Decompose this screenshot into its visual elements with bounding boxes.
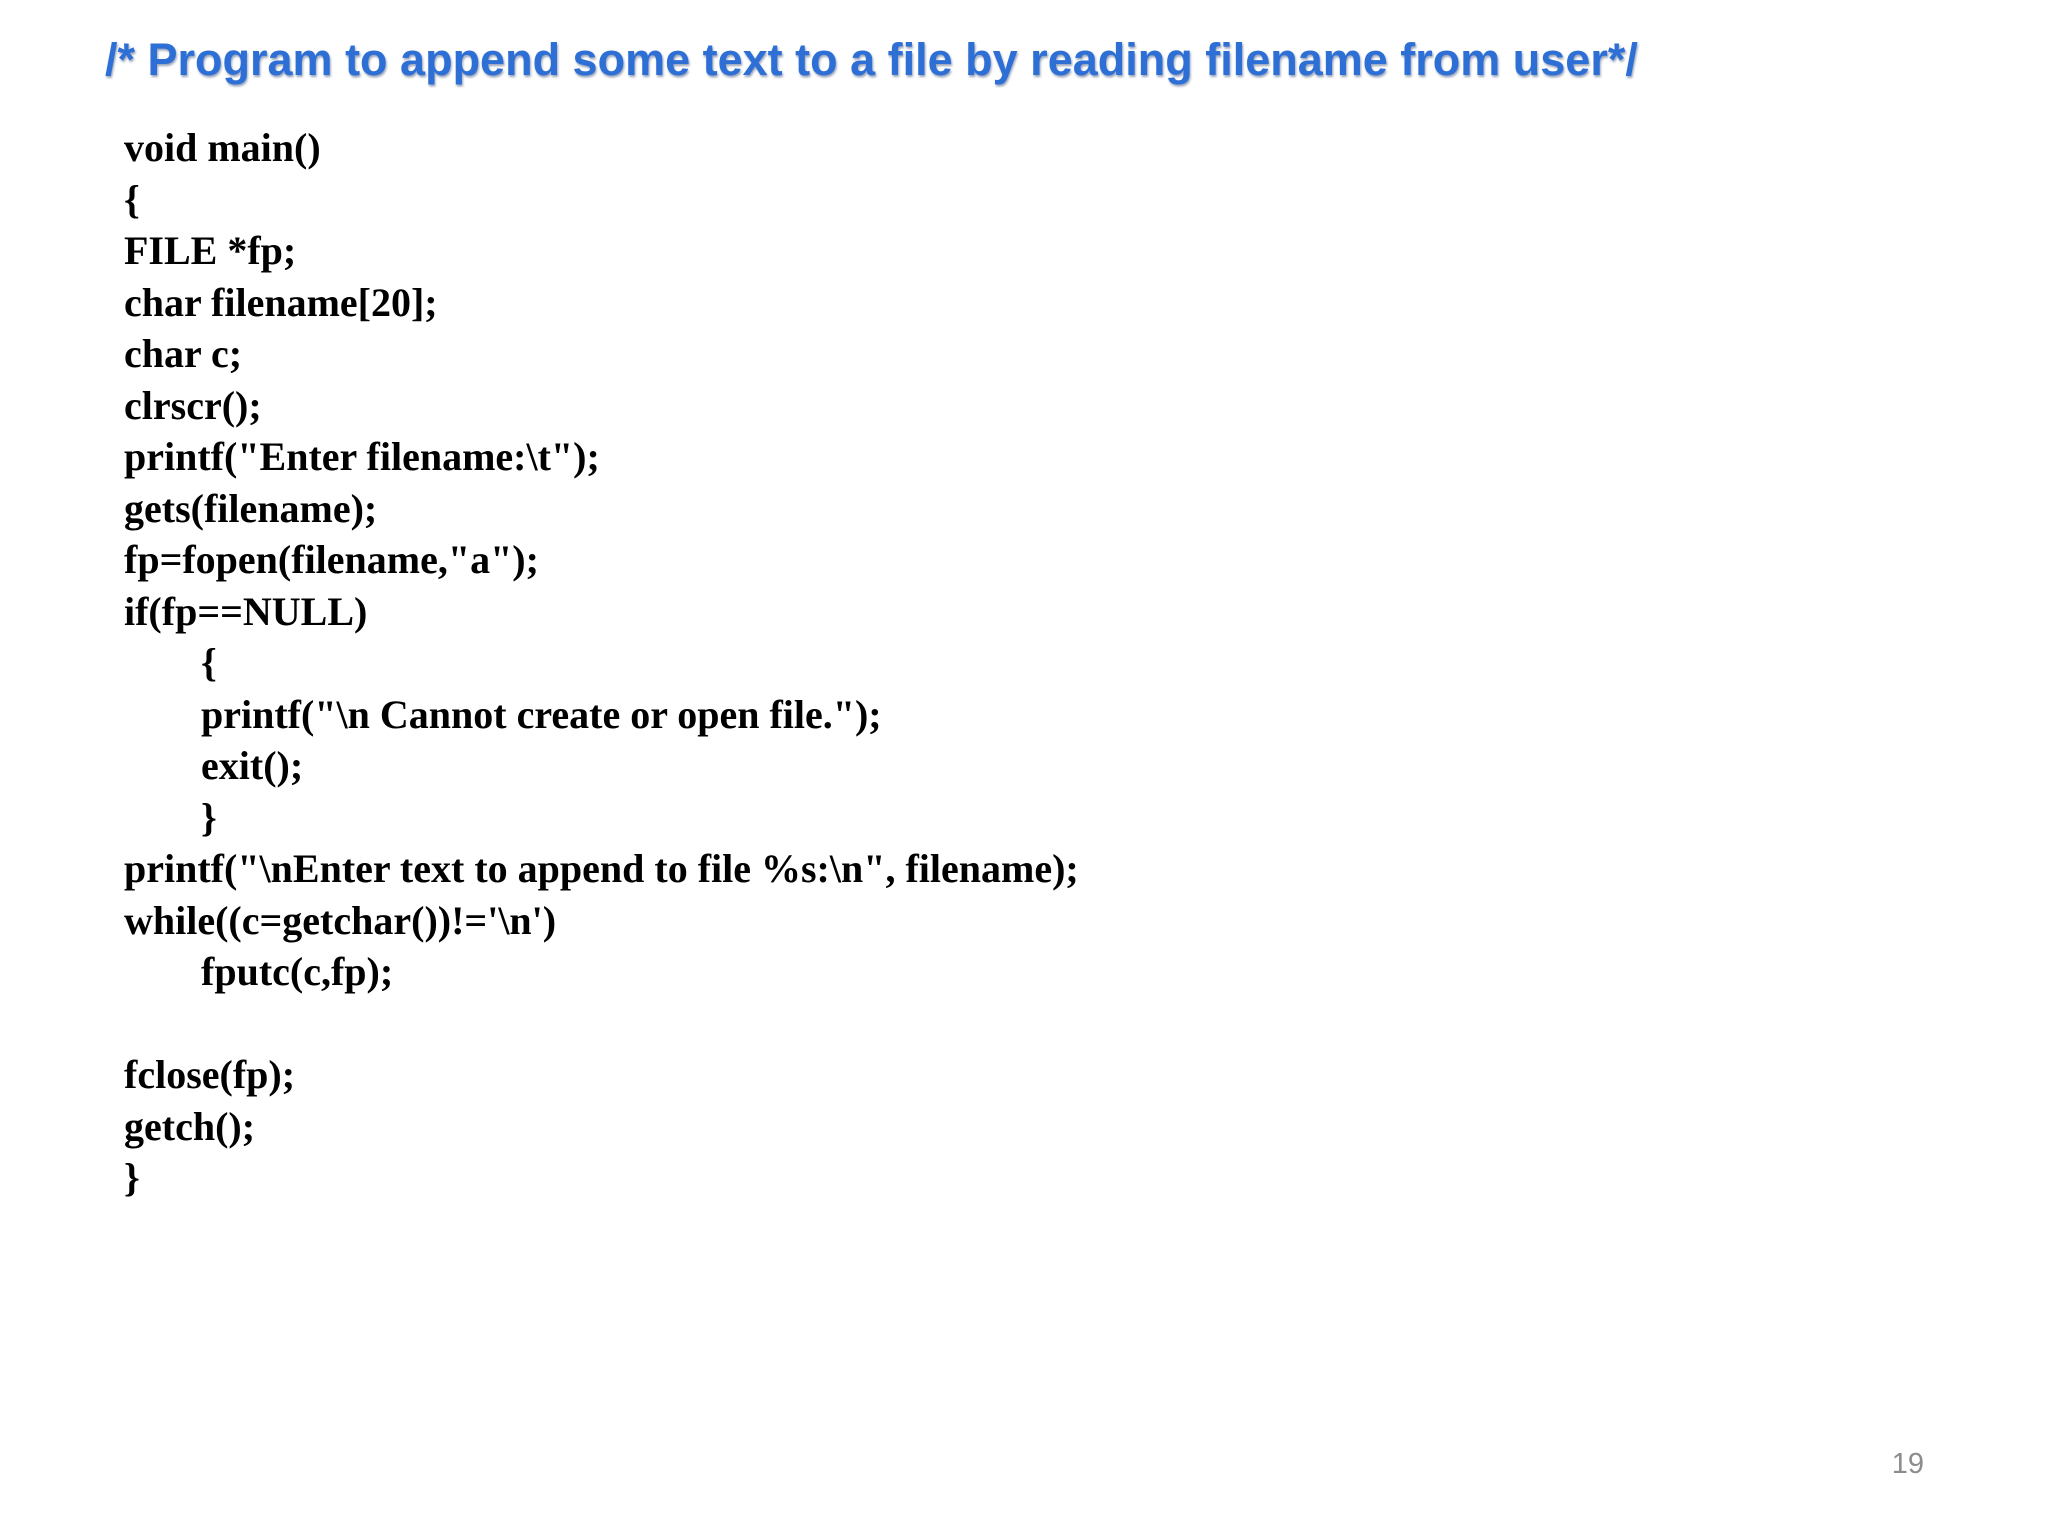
code-line: char filename[20]; bbox=[124, 279, 438, 325]
code-line: void main() bbox=[124, 125, 321, 170]
code-line: if(fp==NULL) bbox=[124, 588, 368, 634]
code-line: printf("\nEnter text to append to file %s:\n", filename); bbox=[124, 846, 1079, 891]
code-line: printf("\n Cannot create or open file."); bbox=[201, 691, 882, 737]
code-block bbox=[124, 122, 1079, 1204]
code-line-blank bbox=[124, 998, 1079, 1050]
code-line: { bbox=[124, 176, 140, 222]
code-line: fp=fopen(filename,"a"); bbox=[124, 537, 539, 582]
code-line: { bbox=[201, 640, 217, 685]
code-line: } bbox=[201, 794, 217, 840]
code-line: gets(filename); bbox=[124, 485, 378, 531]
slide-title: /* Program to append some text to a file by reading filename from user*/ bbox=[105, 34, 1638, 85]
code-line: exit(); bbox=[201, 743, 304, 788]
page-number: 19 bbox=[1891, 1448, 1924, 1480]
code-line: FILE *fp; bbox=[124, 228, 297, 273]
code-line: clrscr(); bbox=[124, 382, 262, 428]
code-line: } bbox=[124, 1155, 140, 1200]
code-line: char c; bbox=[124, 331, 243, 376]
code-line: while((c=getchar())!='\n') bbox=[124, 897, 557, 943]
code-line: fputc(c,fp); bbox=[201, 949, 394, 994]
code-line: fclose(fp); bbox=[124, 1052, 296, 1097]
code-line: getch(); bbox=[124, 1103, 256, 1149]
code-line: printf("Enter filename:\t"); bbox=[124, 434, 600, 479]
